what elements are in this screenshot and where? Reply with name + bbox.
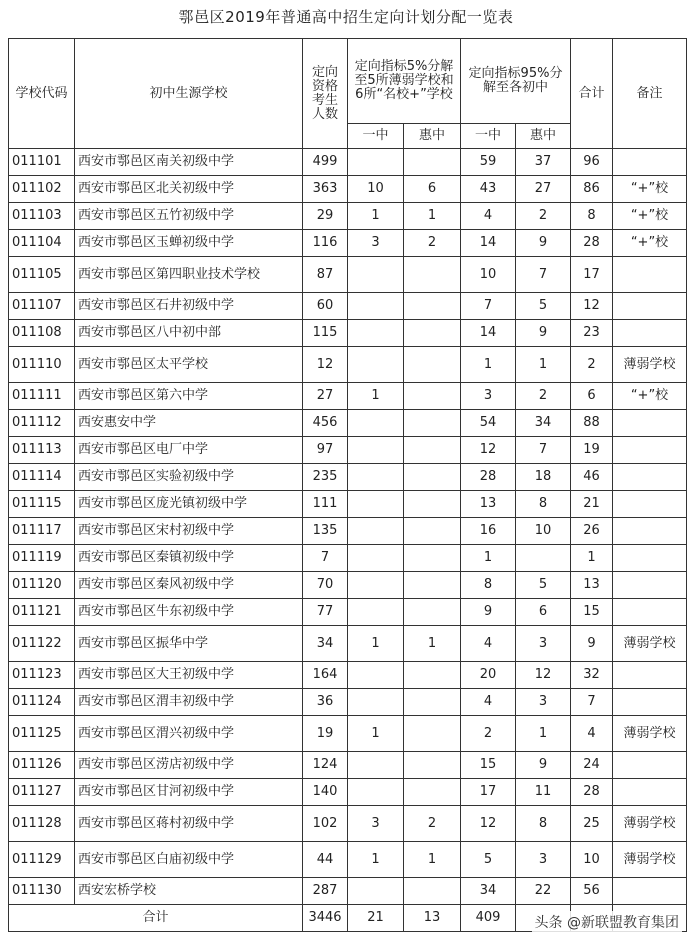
row-95pct-yizhong: 43 [461, 176, 516, 203]
row-95pct-yizhong: 20 [461, 662, 516, 689]
row-count: 29 [303, 203, 348, 230]
row-5pct-huizhong [404, 383, 461, 410]
header-group-95pct: 定向指标95%分解至各初中 [461, 39, 571, 124]
row-5pct-huizhong: 2 [404, 806, 461, 842]
row-5pct-huizhong: 1 [404, 626, 461, 662]
header-group-5pct: 定向指标5%分解至5所薄弱学校和6所“名校+”学校 [348, 39, 461, 124]
row-5pct-yizhong: 1 [348, 842, 404, 878]
row-5pct-huizhong [404, 293, 461, 320]
row-total: 25 [571, 806, 613, 842]
row-5pct-yizhong [348, 599, 404, 626]
row-95pct-yizhong: 10 [461, 257, 516, 293]
row-total: 1 [571, 545, 613, 572]
row-code: 011112 [9, 410, 75, 437]
row-note: “+”校 [613, 176, 687, 203]
table-row [9, 491, 687, 518]
allocation-table [8, 38, 687, 932]
row-code: 011122 [9, 626, 75, 662]
row-95pct-huizhong: 18 [516, 464, 571, 491]
row-total: 15 [571, 599, 613, 626]
row-95pct-yizhong: 12 [461, 806, 516, 842]
row-code: 011121 [9, 599, 75, 626]
row-5pct-yizhong [348, 320, 404, 347]
watermark: 头条 @新联盟教育集团 [532, 911, 682, 933]
row-note [613, 257, 687, 293]
table-row [9, 878, 687, 905]
row-95pct-huizhong: 2 [516, 383, 571, 410]
row-95pct-yizhong: 4 [461, 626, 516, 662]
table-row [9, 599, 687, 626]
row-school: 西安市鄠邑区电厂中学 [75, 437, 303, 464]
row-code: 011114 [9, 464, 75, 491]
row-count: 87 [303, 257, 348, 293]
row-95pct-huizhong: 8 [516, 806, 571, 842]
row-95pct-huizhong: 1 [516, 716, 571, 752]
row-95pct-huizhong: 37 [516, 149, 571, 176]
row-count: 12 [303, 347, 348, 383]
row-5pct-yizhong: 1 [348, 383, 404, 410]
row-school: 西安惠安中学 [75, 410, 303, 437]
row-95pct-huizhong: 9 [516, 230, 571, 257]
row-code: 011120 [9, 572, 75, 599]
row-5pct-yizhong: 3 [348, 230, 404, 257]
row-95pct-yizhong: 8 [461, 572, 516, 599]
row-5pct-yizhong [348, 491, 404, 518]
row-95pct-huizhong: 27 [516, 176, 571, 203]
row-95pct-yizhong: 4 [461, 203, 516, 230]
header-row [9, 39, 687, 124]
row-95pct-yizhong: 1 [461, 347, 516, 383]
header-school: 初中生源学校 [75, 39, 303, 149]
row-95pct-yizhong: 54 [461, 410, 516, 437]
row-95pct-yizhong: 13 [461, 491, 516, 518]
row-95pct-yizhong: 28 [461, 464, 516, 491]
table-row [9, 464, 687, 491]
row-count: 456 [303, 410, 348, 437]
row-school: 西安市鄠邑区第六中学 [75, 383, 303, 410]
row-5pct-yizhong [348, 572, 404, 599]
row-code: 011104 [9, 230, 75, 257]
row-code: 011125 [9, 716, 75, 752]
row-5pct-huizhong [404, 752, 461, 779]
row-code: 011102 [9, 176, 75, 203]
row-95pct-huizhong: 11 [516, 779, 571, 806]
row-total: 46 [571, 464, 613, 491]
table-row [9, 437, 687, 464]
table-row [9, 662, 687, 689]
row-5pct-huizhong [404, 599, 461, 626]
table-row [9, 518, 687, 545]
row-total: 12 [571, 293, 613, 320]
row-code: 011126 [9, 752, 75, 779]
row-school: 西安市鄠邑区渭兴初级中学 [75, 716, 303, 752]
row-school: 西安市鄠邑区第四职业技术学校 [75, 257, 303, 293]
row-note [613, 662, 687, 689]
header-code: 学校代码 [9, 39, 75, 149]
row-5pct-yizhong [348, 293, 404, 320]
row-total: 88 [571, 410, 613, 437]
row-code: 011130 [9, 878, 75, 905]
row-95pct-yizhong: 3 [461, 383, 516, 410]
row-5pct-yizhong [348, 437, 404, 464]
row-5pct-huizhong [404, 572, 461, 599]
row-total: 28 [571, 230, 613, 257]
table-row [9, 257, 687, 293]
row-count: 135 [303, 518, 348, 545]
row-5pct-yizhong: 1 [348, 203, 404, 230]
row-5pct-yizhong [348, 779, 404, 806]
footer-count: 3446 [303, 905, 348, 932]
row-5pct-yizhong [348, 689, 404, 716]
row-school: 西安市鄠邑区秦镇初级中学 [75, 545, 303, 572]
table-row [9, 410, 687, 437]
row-95pct-yizhong: 15 [461, 752, 516, 779]
row-95pct-yizhong: 34 [461, 878, 516, 905]
row-school: 西安市鄠邑区宋村初级中学 [75, 518, 303, 545]
row-count: 111 [303, 491, 348, 518]
row-count: 164 [303, 662, 348, 689]
row-total: 9 [571, 626, 613, 662]
row-95pct-huizhong: 12 [516, 662, 571, 689]
row-total: 96 [571, 149, 613, 176]
row-95pct-huizhong: 1 [516, 347, 571, 383]
row-note: 薄弱学校 [613, 806, 687, 842]
row-total: 10 [571, 842, 613, 878]
row-5pct-huizhong [404, 689, 461, 716]
row-school: 西安市鄠邑区实验初级中学 [75, 464, 303, 491]
row-code: 011123 [9, 662, 75, 689]
table-row [9, 176, 687, 203]
row-count: 499 [303, 149, 348, 176]
row-note [613, 572, 687, 599]
row-school: 西安市鄠邑区八中初中部 [75, 320, 303, 347]
subheader-5pct-yizhong: 一中 [348, 124, 404, 149]
table-row [9, 689, 687, 716]
row-5pct-huizhong: 6 [404, 176, 461, 203]
header-total: 合计 [571, 39, 613, 149]
row-total: 26 [571, 518, 613, 545]
row-school: 西安市鄠邑区庞光镇初级中学 [75, 491, 303, 518]
row-5pct-huizhong [404, 464, 461, 491]
row-5pct-huizhong [404, 545, 461, 572]
row-count: 60 [303, 293, 348, 320]
row-count: 116 [303, 230, 348, 257]
row-code: 011128 [9, 806, 75, 842]
row-code: 011105 [9, 257, 75, 293]
table-row [9, 383, 687, 410]
row-5pct-yizhong [348, 347, 404, 383]
page-title: 鄠邑区2019年普通高中招生定向计划分配一览表 [178, 8, 514, 26]
row-95pct-huizhong: 3 [516, 842, 571, 878]
row-note [613, 320, 687, 347]
row-5pct-huizhong: 1 [404, 842, 461, 878]
subheader-95pct-yizhong: 一中 [461, 124, 516, 149]
row-5pct-huizhong [404, 518, 461, 545]
row-school: 西安市鄠邑区振华中学 [75, 626, 303, 662]
row-school: 西安市鄠邑区秦风初级中学 [75, 572, 303, 599]
row-note [613, 779, 687, 806]
row-95pct-yizhong: 5 [461, 842, 516, 878]
row-total: 23 [571, 320, 613, 347]
row-95pct-yizhong: 17 [461, 779, 516, 806]
row-95pct-huizhong: 3 [516, 626, 571, 662]
row-95pct-huizhong: 34 [516, 410, 571, 437]
row-95pct-yizhong: 16 [461, 518, 516, 545]
row-school: 西安市鄠邑区牛东初级中学 [75, 599, 303, 626]
row-95pct-huizhong: 10 [516, 518, 571, 545]
row-5pct-huizhong [404, 491, 461, 518]
row-note [613, 410, 687, 437]
table-row [9, 842, 687, 878]
header-count: 定向资格考生人数 [303, 39, 348, 149]
row-5pct-yizhong: 1 [348, 626, 404, 662]
row-5pct-yizhong [348, 149, 404, 176]
row-note [613, 149, 687, 176]
header-note: 备注 [613, 39, 687, 149]
row-95pct-yizhong: 12 [461, 437, 516, 464]
row-5pct-huizhong [404, 320, 461, 347]
row-total: 56 [571, 878, 613, 905]
row-5pct-huizhong: 1 [404, 203, 461, 230]
row-code: 011103 [9, 203, 75, 230]
table-row [9, 149, 687, 176]
row-note [613, 752, 687, 779]
row-note [613, 518, 687, 545]
row-count: 235 [303, 464, 348, 491]
row-note: 薄弱学校 [613, 716, 687, 752]
footer-5pct-yizhong: 21 [348, 905, 404, 932]
row-95pct-huizhong: 9 [516, 752, 571, 779]
row-95pct-huizhong: 9 [516, 320, 571, 347]
row-5pct-huizhong [404, 149, 461, 176]
row-count: 115 [303, 320, 348, 347]
row-total: 13 [571, 572, 613, 599]
row-count: 36 [303, 689, 348, 716]
row-95pct-huizhong: 2 [516, 203, 571, 230]
row-95pct-yizhong: 7 [461, 293, 516, 320]
row-note [613, 599, 687, 626]
row-total: 86 [571, 176, 613, 203]
row-5pct-huizhong [404, 437, 461, 464]
row-note: “+”校 [613, 230, 687, 257]
row-count: 77 [303, 599, 348, 626]
table-row [9, 347, 687, 383]
row-count: 70 [303, 572, 348, 599]
row-note [613, 293, 687, 320]
row-total: 2 [571, 347, 613, 383]
row-note: 薄弱学校 [613, 347, 687, 383]
row-5pct-yizhong [348, 410, 404, 437]
row-school: 西安市鄠邑区涝店初级中学 [75, 752, 303, 779]
footer-95pct-yizhong: 409 [461, 905, 516, 932]
row-note [613, 878, 687, 905]
row-count: 7 [303, 545, 348, 572]
row-95pct-huizhong: 22 [516, 878, 571, 905]
row-school: 西安市鄠邑区玉蝉初级中学 [75, 230, 303, 257]
row-5pct-huizhong [404, 662, 461, 689]
subheader-5pct-huizhong: 惠中 [404, 124, 461, 149]
row-total: 32 [571, 662, 613, 689]
row-note: “+”校 [613, 383, 687, 410]
row-note: 薄弱学校 [613, 842, 687, 878]
row-code: 011127 [9, 779, 75, 806]
row-note [613, 437, 687, 464]
row-school: 西安宏桥学校 [75, 878, 303, 905]
row-5pct-yizhong [348, 878, 404, 905]
row-total: 17 [571, 257, 613, 293]
row-note: “+”校 [613, 203, 687, 230]
table-row [9, 545, 687, 572]
row-note [613, 689, 687, 716]
row-count: 140 [303, 779, 348, 806]
row-95pct-huizhong: 8 [516, 491, 571, 518]
row-95pct-yizhong: 9 [461, 599, 516, 626]
row-school: 西安市鄠邑区南关初级中学 [75, 149, 303, 176]
table-row [9, 752, 687, 779]
row-school: 西安市鄠邑区北关初级中学 [75, 176, 303, 203]
row-5pct-yizhong [348, 257, 404, 293]
footer-label: 合计 [9, 905, 303, 932]
row-5pct-yizhong: 10 [348, 176, 404, 203]
row-5pct-yizhong [348, 464, 404, 491]
row-count: 124 [303, 752, 348, 779]
row-code: 011115 [9, 491, 75, 518]
row-school: 西安市鄠邑区石井初级中学 [75, 293, 303, 320]
row-school: 西安市鄠邑区甘河初级中学 [75, 779, 303, 806]
row-school: 西安市鄠邑区大王初级中学 [75, 662, 303, 689]
row-code: 011124 [9, 689, 75, 716]
table-row [9, 203, 687, 230]
table-row [9, 572, 687, 599]
table-row [9, 806, 687, 842]
row-5pct-yizhong: 3 [348, 806, 404, 842]
row-5pct-huizhong [404, 878, 461, 905]
row-total: 4 [571, 716, 613, 752]
table-row [9, 716, 687, 752]
row-note [613, 491, 687, 518]
row-school: 西安市鄠邑区太平学校 [75, 347, 303, 383]
row-total: 19 [571, 437, 613, 464]
row-note: 薄弱学校 [613, 626, 687, 662]
row-95pct-yizhong: 14 [461, 230, 516, 257]
row-5pct-huizhong [404, 257, 461, 293]
row-5pct-yizhong [348, 545, 404, 572]
table-row [9, 230, 687, 257]
row-school: 西安市鄠邑区渭丰初级中学 [75, 689, 303, 716]
row-5pct-yizhong [348, 752, 404, 779]
row-school: 西安市鄠邑区蒋村初级中学 [75, 806, 303, 842]
row-code: 011117 [9, 518, 75, 545]
row-95pct-yizhong: 14 [461, 320, 516, 347]
table-row [9, 626, 687, 662]
row-95pct-huizhong: 5 [516, 572, 571, 599]
row-total: 7 [571, 689, 613, 716]
row-count: 27 [303, 383, 348, 410]
table-row [9, 320, 687, 347]
row-95pct-huizhong: 5 [516, 293, 571, 320]
row-total: 6 [571, 383, 613, 410]
row-count: 19 [303, 716, 348, 752]
row-5pct-yizhong [348, 518, 404, 545]
row-total: 8 [571, 203, 613, 230]
row-count: 363 [303, 176, 348, 203]
row-95pct-huizhong: 7 [516, 257, 571, 293]
row-95pct-huizhong: 6 [516, 599, 571, 626]
subheader-95pct-huizhong: 惠中 [516, 124, 571, 149]
row-5pct-huizhong: 2 [404, 230, 461, 257]
row-code: 011129 [9, 842, 75, 878]
row-count: 97 [303, 437, 348, 464]
row-95pct-yizhong: 1 [461, 545, 516, 572]
table-row [9, 779, 687, 806]
row-95pct-yizhong: 59 [461, 149, 516, 176]
row-5pct-huizhong [404, 410, 461, 437]
row-code: 011111 [9, 383, 75, 410]
table-row [9, 293, 687, 320]
row-code: 011110 [9, 347, 75, 383]
row-count: 34 [303, 626, 348, 662]
row-count: 102 [303, 806, 348, 842]
footer-5pct-huizhong: 13 [404, 905, 461, 932]
row-school: 西安市鄠邑区五竹初级中学 [75, 203, 303, 230]
row-total: 24 [571, 752, 613, 779]
row-5pct-yizhong [348, 662, 404, 689]
row-code: 011108 [9, 320, 75, 347]
row-95pct-yizhong: 4 [461, 689, 516, 716]
row-total: 21 [571, 491, 613, 518]
row-5pct-huizhong [404, 779, 461, 806]
row-code: 011101 [9, 149, 75, 176]
row-note [613, 464, 687, 491]
row-95pct-huizhong [516, 545, 571, 572]
row-5pct-huizhong [404, 347, 461, 383]
row-95pct-huizhong: 3 [516, 689, 571, 716]
row-95pct-huizhong: 7 [516, 437, 571, 464]
row-code: 011113 [9, 437, 75, 464]
row-school: 西安市鄠邑区白庙初级中学 [75, 842, 303, 878]
row-note [613, 545, 687, 572]
row-5pct-huizhong [404, 716, 461, 752]
row-95pct-yizhong: 2 [461, 716, 516, 752]
row-5pct-yizhong: 1 [348, 716, 404, 752]
row-code: 011119 [9, 545, 75, 572]
row-count: 44 [303, 842, 348, 878]
row-count: 287 [303, 878, 348, 905]
row-code: 011107 [9, 293, 75, 320]
row-total: 28 [571, 779, 613, 806]
